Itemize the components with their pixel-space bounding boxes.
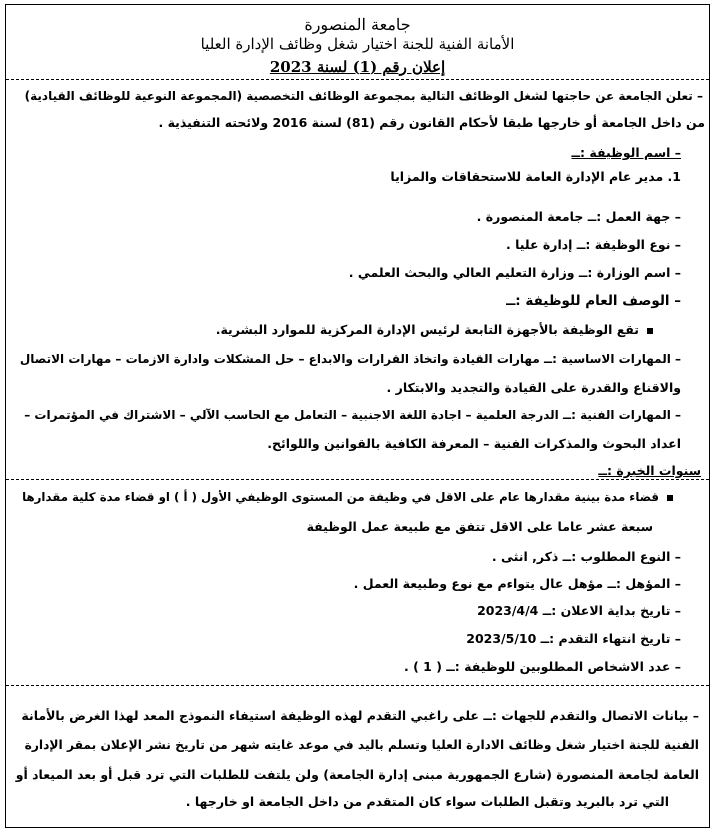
gender-field: – النوع المطلوب :ــ ذكر, انثى . (491, 549, 681, 564)
contact-line-3: العامة لجامعة المنصورة (شارع الجمهورية مبنى إدارة الجامعة) ولن يلتفت للطلبات التي ترد قبل أو بعد الميعاد أو (15, 767, 699, 782)
intro-line-2: من داخل الجامعة أو خارجها طبقا لأحكام القانون رقم (81) لسنة 2016 ولائحته التنفيذية . (158, 115, 705, 130)
experience-label: سنوات الخبرة :ــ (598, 463, 701, 478)
experience-line-1: قضاء مدة بينية مقدارها عام على الاقل في وظيفة من المستوى الوظيفي الأول ( أ ) او قضاء مدة كلية مقدارها (22, 490, 673, 504)
basic-skills-line-2: والاقناع والقدرة على القيادة والتجديد والابتكار . (386, 380, 681, 395)
start-date-field: – تاريخ بداية الاعلان :ــ 2023/4/4 (477, 603, 681, 618)
experience-line-2: سبعة عشر عاما على الاقل تتفق مع طبيعة عمل الوظيفة (306, 519, 653, 534)
basic-skills-line-1: – المهارات الاساسية :ــ مهارات القيادة واتخاذ القرارات والابداع – حل المشكلات وادارة الازمات – مهارات الاتصال (19, 352, 681, 366)
description-item: تقع الوظيفة بالأجهزة التابعة لرئيس الإدارة المركزية للموارد البشرية. (216, 322, 653, 337)
bullet-icon (647, 328, 653, 334)
job-type-field: – نوع الوظيفة :ــ إدارة عليا . (506, 237, 681, 252)
contact-line-2: الفنية للجنة اختيار شغل وظائف الادارة العليا وتسلم باليد في موعد غايته شهر من تاريخ نشر الإعلان بمقر الإدارة (24, 738, 699, 752)
ministry-field: – اسم الوزارة :ــ وزارة التعليم العالي والبحث العلمي . (348, 265, 681, 280)
committee-title: الأمانة الفنية للجنة اختيار شغل وظائف الإدارة العليا (200, 35, 515, 53)
workplace-field: – جهة العمل :ــ جامعة المنصورة . (476, 209, 681, 224)
experience-divider (6, 479, 709, 480)
end-date-field: – تاريخ انتهاء التقدم :ــ 2023/5/10 (466, 631, 681, 646)
description-label: – الوصف العام للوظيفة :ــ (506, 293, 681, 309)
contact-divider (6, 685, 709, 686)
document-frame (5, 4, 710, 828)
count-field: – عدد الاشخاص المطلوبين للوظيفة :ــ ( 1 ) . (403, 659, 681, 674)
contact-line-4: التي ترد بالبريد وتقبل الطلبات سواء كان المتقدم من داخل الجامعة او خارجها . (185, 794, 669, 809)
job-name-label: – اسم الوظيفة :ــ (571, 145, 681, 160)
qualification-field: – المؤهل :ــ مؤهل عال يتواءم مع نوع وطبيعة العمل . (353, 576, 681, 591)
intro-line-1: – تعلن الجامعة عن حاجتها لشغل الوظائف التالية بمجموعة الوظائف التخصصية (المجموعة النوعية للوظائف القيادية) (24, 89, 703, 103)
announcement-title: إعلان رقم (1) لسنة 2023 (269, 58, 446, 76)
tech-skills-line-1: – المهارات الفنية :ــ الدرجة العلمية – اجادة اللغة الاجنبية – التعامل مع الحاسب الآلي – الاشتراك في المؤتمرات – (24, 408, 681, 422)
tech-skills-line-2: اعداد البحوث والمذكرات الفنية – المعرفة الكافية بالقوانين واللوائح. (267, 436, 681, 451)
header-divider (6, 79, 709, 80)
bullet-icon (667, 495, 673, 501)
contact-line-1: – بيانات الاتصال والتقدم للجهات :ــ على راغبي التقدم لهذه الوظيفة استيفاء النموذج المعد لهذا الغرض بالأمانة (21, 708, 699, 723)
job-name-item: 1. مدير عام الإدارة العامة للاستحقاقات والمزايا (390, 169, 681, 184)
university-title: جامعة المنصورة (304, 15, 411, 34)
